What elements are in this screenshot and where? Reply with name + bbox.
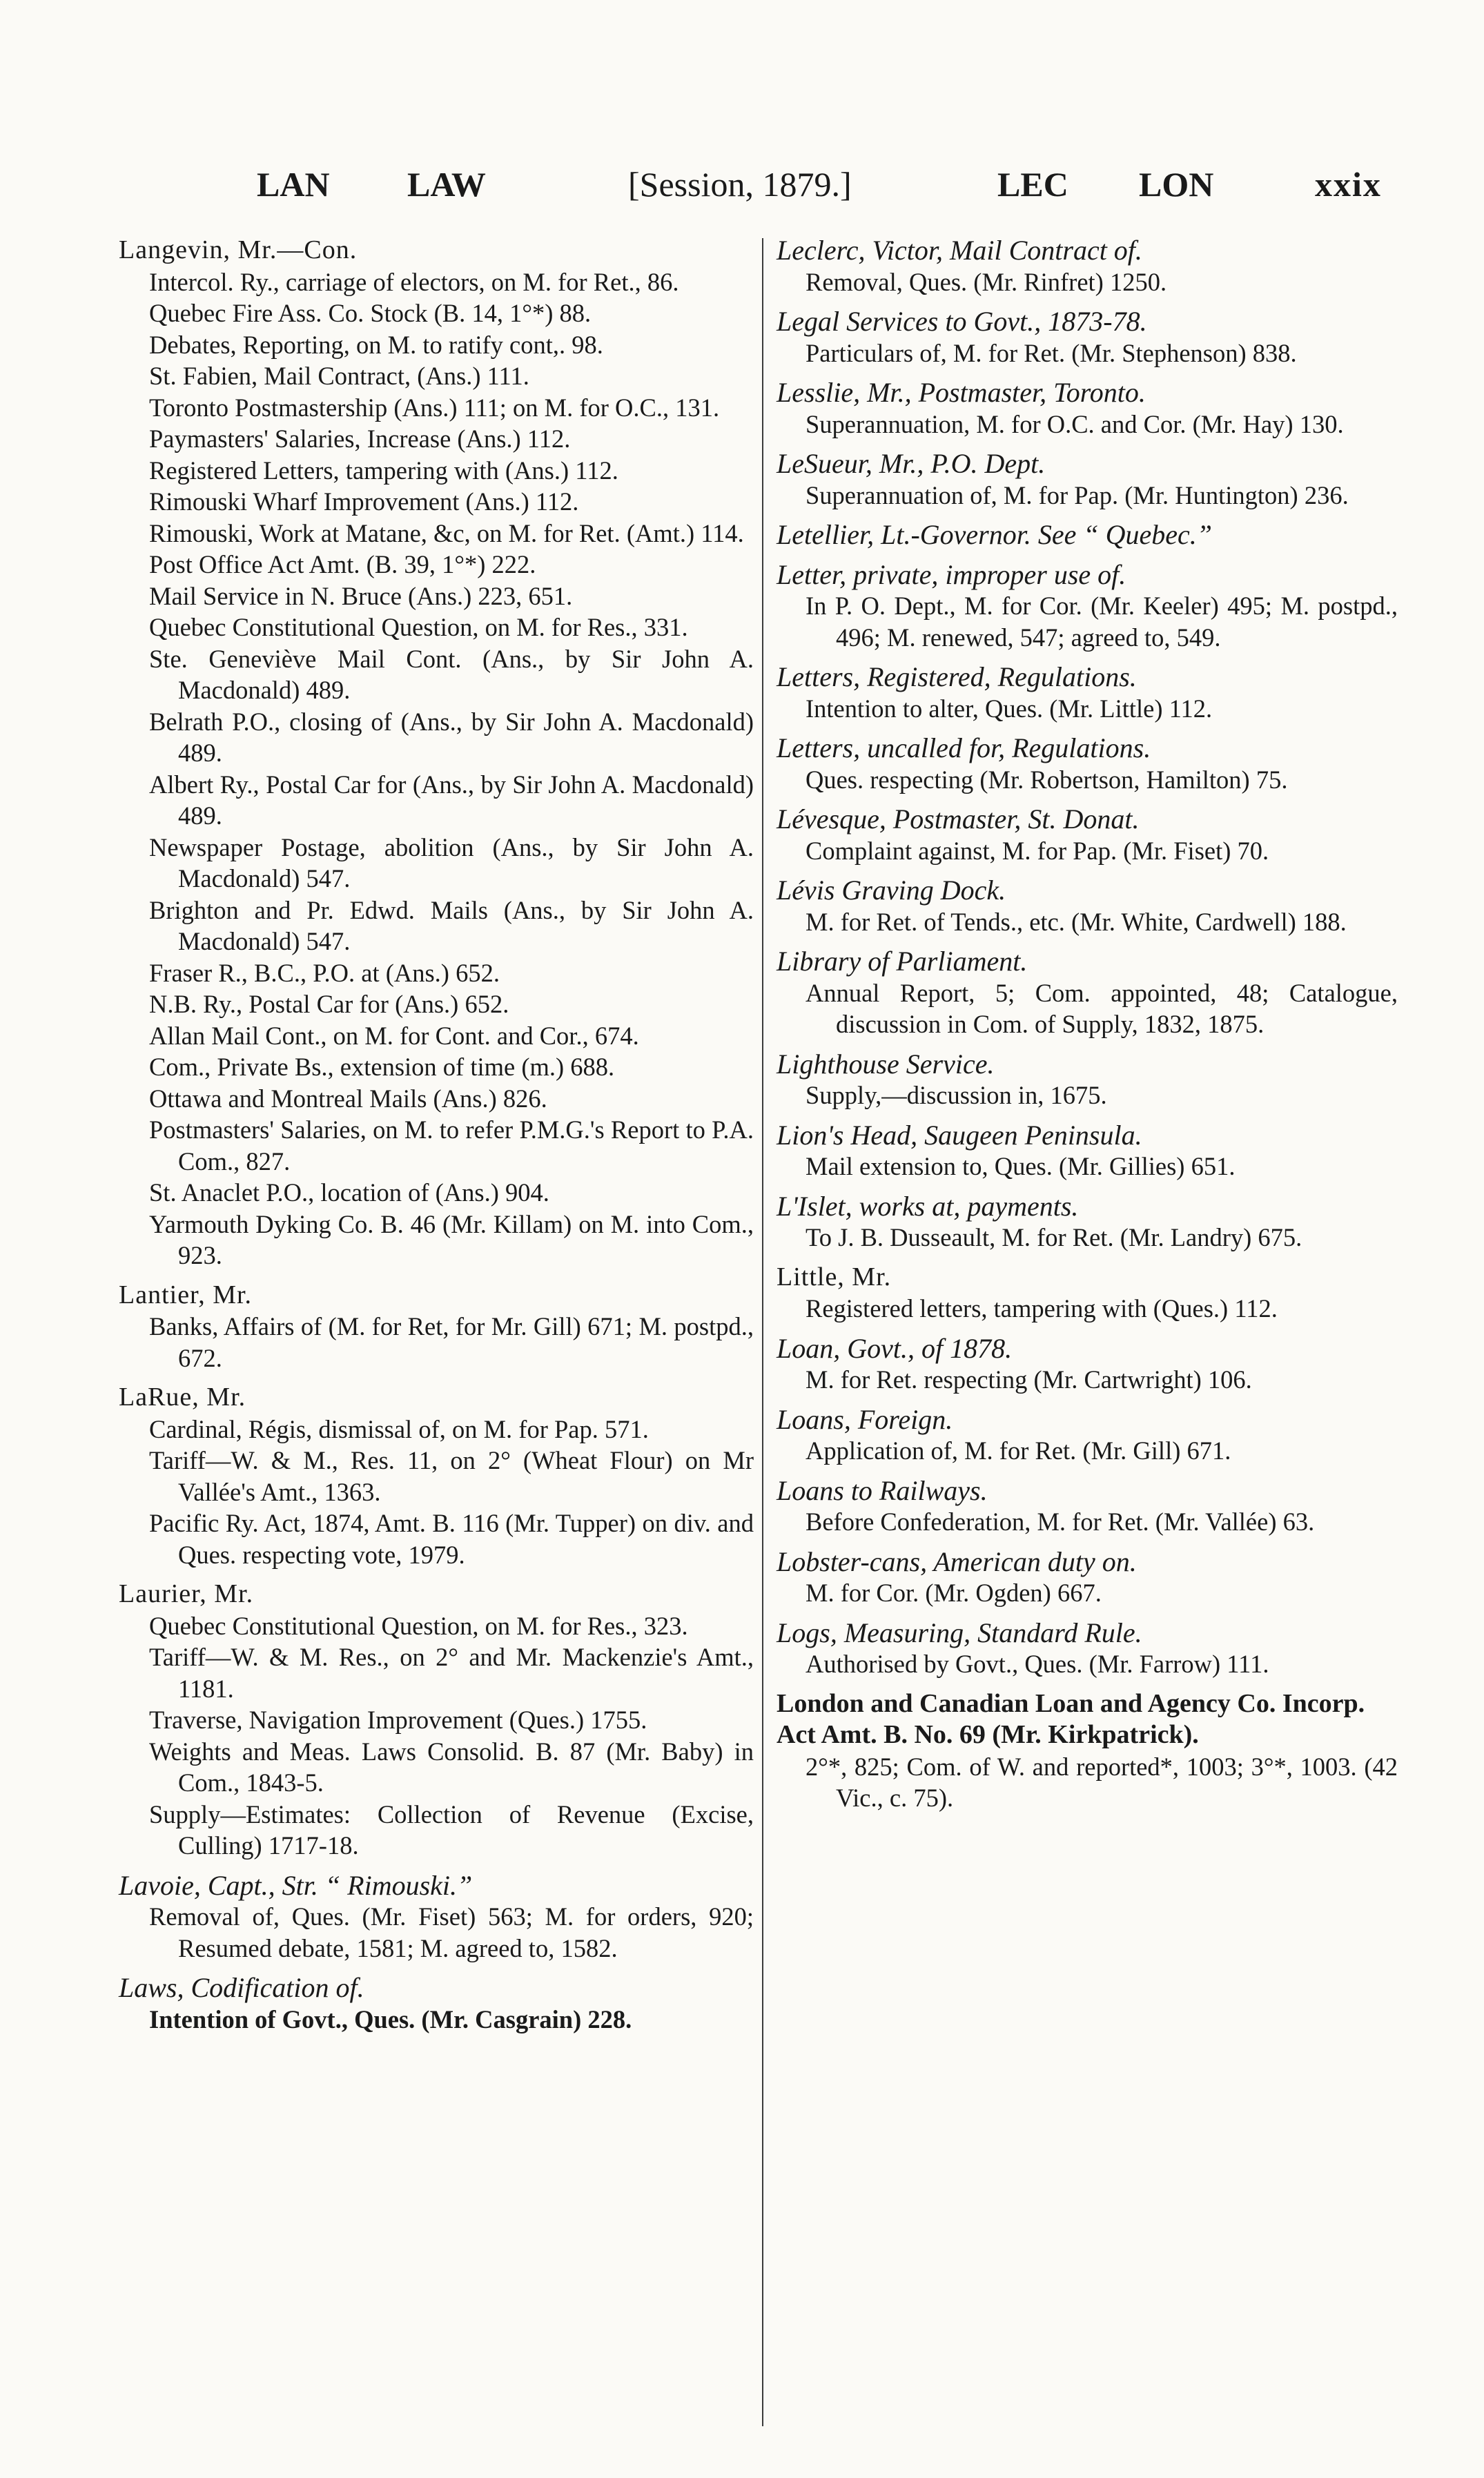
index-entry: In P. O. Dept., M. for Cor. (Mr. Keeler) 495; M. postpd., 496; M. renewed, 547; agreed to, 549. <box>806 592 1398 652</box>
index-heading: Leclerc, Victor, Mail Contract of. <box>777 235 1142 266</box>
index-entry: Intention of Govt., Ques. (Mr. Casgrain) 228. <box>149 2004 632 2033</box>
index-heading: Lighthouse Service. <box>777 1048 995 1080</box>
index-entry: Debates, Reporting, on M. to ratify cont,. 98. <box>149 330 603 359</box>
index-heading: Letellier, Lt.-Governor. See “ Quebec.” <box>777 519 1213 550</box>
index-heading: Little, Mr. <box>777 1262 892 1291</box>
index-entry: Com., Private Bs., extension of time (m.) 688. <box>149 1053 615 1081</box>
index-heading: LeSueur, Mr., P.O. Dept. <box>777 448 1046 479</box>
index-heading: Langevin, Mr.—Con. <box>119 235 358 264</box>
index-entry: M. for Ret. respecting (Mr. Cartwright) 106. <box>806 1365 1252 1394</box>
index-entry: Traverse, Navigation Improvement (Ques.) 1755. <box>149 1706 647 1734</box>
index-entry: Tariff—W. & M., Res. 11, on 2° (Wheat Flour) on Mr Vallée's Amt., 1363. <box>149 1446 754 1506</box>
index-heading: Letter, private, improper use of. <box>777 558 1126 590</box>
index-entry: Intention to alter, Ques. (Mr. Little) 112. <box>806 694 1213 723</box>
index-entry: St. Fabien, Mail Contract, (Ans.) 111. <box>149 362 529 390</box>
index-entry: Registered letters, tampering with (Ques.) 112. <box>806 1294 1278 1323</box>
index-entry: Tariff—W. & M. Res., on 2° and Mr. Mackenzie's Amt., 1181. <box>149 1643 754 1703</box>
index-entry: Fraser R., B.C., P.O. at (Ans.) 652. <box>149 958 500 987</box>
index-entry: Ques. respecting (Mr. Robertson, Hamilton) 75. <box>806 765 1288 794</box>
index-entry: Removal of, Ques. (Mr. Fiset) 563; M. for orders, 920; Resumed debate, 1581; M. agreed to, 1582. <box>149 1902 754 1962</box>
index-entry: Ste. Geneviève Mail Cont. (Ans., by Sir John A. Macdonald) 489. <box>149 644 754 704</box>
index-entry: Belrath P.O., closing of (Ans., by Sir John A. Macdonald) 489. <box>149 707 754 767</box>
index-heading: Lévis Graving Dock. <box>777 875 1006 906</box>
index-heading: Logs, Measuring, Standard Rule. <box>777 1617 1142 1648</box>
index-heading: Letters, Registered, Regulations. <box>777 661 1137 692</box>
index-entry: Allan Mail Cont., on M. for Cont. and Cor., 674. <box>149 1021 639 1050</box>
column-divider <box>762 238 763 2426</box>
index-entry: Supply—Estimates: Collection of Revenue (Excise, Culling) 1717-18. <box>149 1799 754 1860</box>
index-heading: Lantier, Mr. <box>119 1280 253 1309</box>
running-head-left-1: LAN <box>257 165 330 204</box>
index-entry: Post Office Act Amt. (B. 39, 1°*) 222. <box>149 550 536 578</box>
running-head-right-1: LEC <box>997 165 1068 204</box>
index-entry: Banks, Affairs of (M. for Ret, for Mr. Gill) 671; M. postpd., 672. <box>149 1312 754 1372</box>
index-entry: Quebec Constitutional Question, on M. for Res., 323. <box>149 1611 688 1640</box>
index-entry: Rimouski Wharf Improvement (Ans.) 112. <box>149 487 579 516</box>
running-head <box>242 164 1401 213</box>
index-entry: Application of, M. for Ret. (Mr. Gill) 671. <box>806 1436 1231 1465</box>
index-entry: Toronto Postmastership (Ans.) 111; on M. for O.C., 131. <box>149 393 720 422</box>
index-entry: Superannuation of, M. for Pap. (Mr. Huntington) 236. <box>806 480 1349 509</box>
index-entry: Registered Letters, tampering with (Ans.) 112. <box>149 456 618 485</box>
index-entry: Annual Report, 5; Com. appointed, 48; Catalogue, discussion in Com. of Supply, 1832, 1875. <box>806 978 1398 1038</box>
index-entry: Complaint against, M. for Pap. (Mr. Fiset) 70. <box>806 836 1269 865</box>
index-entry: Postmasters' Salaries, on M. to refer P.M.G.'s Report to P.A. Com., 827. <box>149 1115 754 1175</box>
index-entry: Ottawa and Montreal Mails (Ans.) 826. <box>149 1084 547 1113</box>
index-entry: Brighton and Pr. Edwd. Mails (Ans., by Sir John A. Macdonald) 547. <box>149 895 754 955</box>
right-column <box>777 235 1398 1814</box>
index-entry: Cardinal, Régis, dismissal of, on M. for Pap. 571. <box>149 1414 649 1443</box>
running-head-session: [Session, 1879.] <box>628 165 852 204</box>
index-heading: LaRue, Mr. <box>119 1383 246 1412</box>
index-heading: Letters, uncalled for, Regulations. <box>777 732 1151 763</box>
index-heading: Lion's Head, Saugeen Peninsula. <box>777 1119 1142 1151</box>
index-entry: Authorised by Govt., Ques. (Mr. Farrow) 111. <box>806 1650 1269 1678</box>
index-entry: Before Confederation, M. for Ret. (Mr. Vallée) 63. <box>806 1508 1315 1536</box>
index-entry: Quebec Fire Ass. Co. Stock (B. 14, 1°*) 88. <box>149 299 592 327</box>
index-heading: Loans, Foreign. <box>777 1403 953 1435</box>
index-heading: Loans to Railways. <box>777 1474 988 1506</box>
index-entry: Pacific Ry. Act, 1874, Amt. B. 116 (Mr. Tupper) on div. and Ques. respecting vote, 1979. <box>149 1509 754 1569</box>
index-entry: Weights and Meas. Laws Consolid. B. 87 (Mr. Baby) in Com., 1843-5. <box>149 1737 754 1797</box>
index-entry: Albert Ry., Postal Car for (Ans., by Sir John A. Macdonald) 489. <box>149 770 754 830</box>
index-heading: Lavoie, Capt., Str. “ Rimouski.” <box>119 1869 473 1901</box>
index-entry: Paymasters' Salaries, Increase (Ans.) 112. <box>149 425 571 453</box>
index-heading: Legal Services to Govt., 1873-78. <box>777 306 1147 337</box>
index-heading: Library of Parliament. <box>777 946 1028 977</box>
index-entry: Supply,—discussion in, 1675. <box>806 1081 1107 1109</box>
index-heading: Laws, Codification of. <box>119 1972 364 2003</box>
index-entry: St. Anaclet P.O., location of (Ans.) 904. <box>149 1178 549 1207</box>
page-number: xxix <box>1315 165 1382 204</box>
index-entry: Yarmouth Dyking Co. B. 46 (Mr. Killam) on M. into Com., 923. <box>149 1209 754 1269</box>
index-entry: To J. B. Dusseault, M. for Ret. (Mr. Landry) 675. <box>806 1223 1302 1251</box>
running-head-left-2: LAW <box>407 165 486 204</box>
index-heading: Loan, Govt., of 1878. <box>777 1332 1013 1364</box>
index-entry: Intercol. Ry., carriage of electors, on M. for Ret., 86. <box>149 267 679 296</box>
index-entry: Rimouski, Work at Matane, &c, on M. for Ret. (Amt.) 114. <box>149 518 744 547</box>
index-heading: L'Islet, works at, payments. <box>777 1190 1079 1222</box>
index-heading: Lesslie, Mr., Postmaster, Toronto. <box>777 377 1146 408</box>
index-entry: Quebec Constitutional Question, on M. for Res., 331. <box>149 613 688 641</box>
left-column <box>119 235 754 2035</box>
index-entry: Particulars of, M. for Ret. (Mr. Stephenson) 838. <box>806 338 1297 367</box>
running-head-right-2: LON <box>1139 165 1214 204</box>
index-entry: M. for Cor. (Mr. Ogden) 667. <box>806 1579 1102 1607</box>
index-entry: Removal, Ques. (Mr. Rinfret) 1250. <box>806 267 1167 296</box>
index-entry: 2°*, 825; Com. of W. and reported*, 1003; 3°*, 1003. (42 Vic., c. 75). <box>806 1752 1398 1812</box>
index-entry: Superannuation, M. for O.C. and Cor. (Mr. Hay) 130. <box>806 409 1344 438</box>
index-heading: Lobster-cans, American duty on. <box>777 1545 1137 1577</box>
index-heading: Lévesque, Postmaster, St. Donat. <box>777 803 1140 835</box>
index-entry: Mail extension to, Ques. (Mr. Gillies) 651. <box>806 1152 1236 1180</box>
index-heading: London and Canadian Loan and Agency Co. Incorp. Act Amt. B. No. 69 (Mr. Kirkpatrick). <box>777 1688 1365 1749</box>
index-entry: Newspaper Postage, abolition (Ans., by Sir John A. Macdonald) 547. <box>149 832 754 892</box>
index-entry: M. for Ret. of Tends., etc. (Mr. White, Cardwell) 188. <box>806 907 1347 936</box>
index-heading: Laurier, Mr. <box>119 1579 254 1608</box>
index-entry: Mail Service in N. Bruce (Ans.) 223, 651. <box>149 581 573 610</box>
index-entry: N.B. Ry., Postal Car for (Ans.) 652. <box>149 990 509 1018</box>
